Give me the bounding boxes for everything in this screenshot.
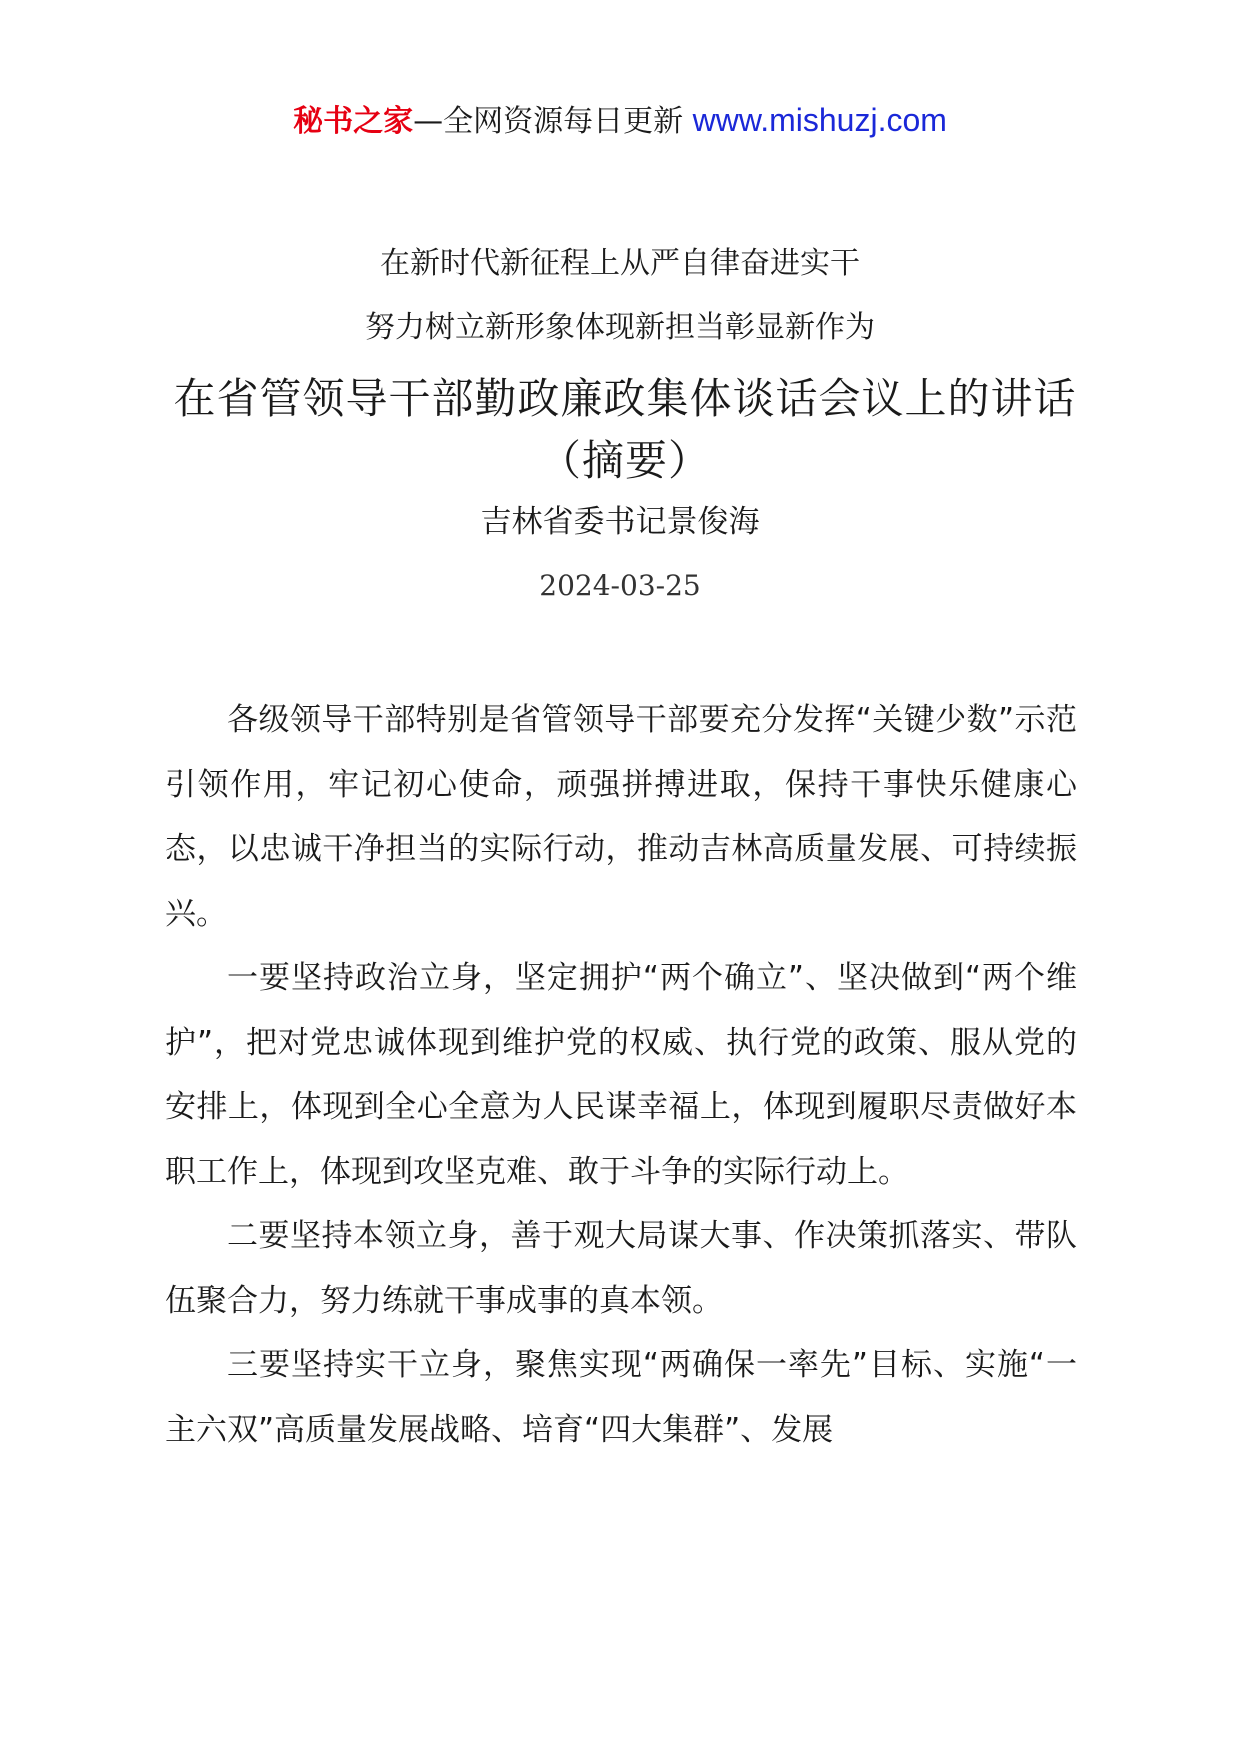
brand-name: 秘书之家: [293, 104, 414, 139]
document-body: [165, 688, 1077, 1462]
header-tagline: —全网资源每日更新: [413, 104, 684, 139]
body-paragraph-intro: 各级领导干部特别是省管领导干部要充分发挥“关键少数”示范引领作用，牢记初心使命，顽强拼搏进取，保持干事快乐健康心态，以忠诚干净担当的实际行动，推动吉林高质量发展、可持续振兴。: [165, 702, 1077, 932]
subtitle-line-1: 在新时代新征程上从严自律奋进实干: [380, 246, 860, 281]
document-title: 在省管领导干部勤政廉政集体谈话会议上的讲话（摘要）: [173, 374, 1077, 485]
body-paragraph-point-3: 三要坚持实干立身，聚焦实现“两确保一率先”目标、实施“一主六双”高质量发展战略、培育“四大集群”、发展: [165, 1347, 1077, 1448]
site-url-link[interactable]: www.mishuzj.com: [692, 102, 947, 138]
site-header: [0, 100, 1240, 142]
body-paragraph-point-1: 一要坚持政治立身，坚定拥护“两个确立”、坚决做到“两个维护”，把对党忠诚体现到维护党的权威、执行党的政策、服从党的安排上，体现到全心全意为人民谋幸福上，体现到履职尽责做好本职工作上，体现到攻坚克难、敢于斗争的实际行动上。: [165, 960, 1077, 1190]
author-line: 吉林省委书记景俊海: [480, 504, 760, 540]
subtitle-line-2: 努力树立新形象体现新担当彰显新作为: [365, 310, 875, 345]
publish-date: 2024-03-25: [539, 569, 701, 602]
body-paragraph-point-2: 二要坚持本领立身，善于观大局谋大事、作决策抓落实、带队伍聚合力，努力练就干事成事的真本领。: [165, 1218, 1077, 1319]
